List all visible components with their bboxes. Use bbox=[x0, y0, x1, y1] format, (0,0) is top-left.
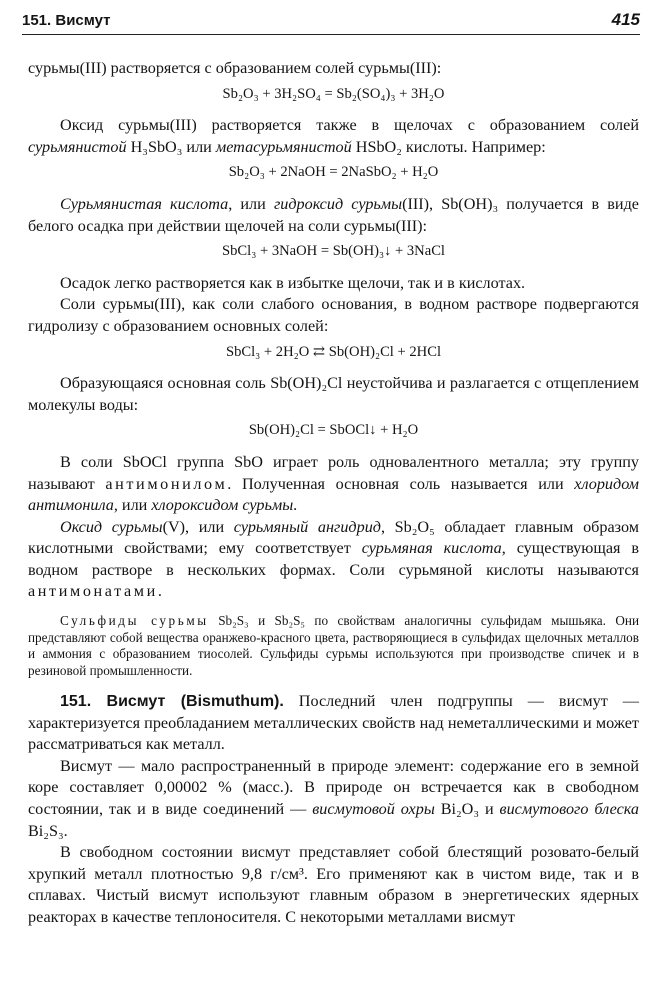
text: Последний член подгруппы — висмут — характеризуется преобладанием металлических свойств над неметаллическими и может рассматриваться как металл. bbox=[28, 692, 639, 754]
text: , или bbox=[228, 194, 274, 213]
header-section-title: 151. Висмут bbox=[22, 12, 111, 29]
page-body bbox=[28, 58, 639, 929]
equation: Sb₂O₃ + 2NaOH = 2NaSbO₂ + H₂O bbox=[228, 164, 439, 181]
italic-term: висмутового блеска bbox=[499, 800, 640, 819]
text: (V), или bbox=[162, 517, 234, 536]
equation: Sb₂O₃ + 3H₂SO₄ = Sb₂(SO₄)₃ + 3H₂O bbox=[222, 85, 445, 102]
paragraph bbox=[28, 517, 639, 603]
italic-term: метасурьмянистой bbox=[215, 137, 352, 156]
spaced-term: Сульфиды сурьмы bbox=[60, 613, 209, 629]
paragraph bbox=[28, 452, 639, 517]
text: HSbO₂ кислоты. Например: bbox=[351, 137, 546, 156]
italic-term: сурьмяный ангидрид bbox=[233, 517, 381, 536]
paragraph: Осадок легко растворяется как в избытке щелочи, так и в кислотах. bbox=[60, 273, 526, 292]
italic-term: хлоридом антимонила bbox=[28, 474, 640, 515]
text: Bi₂S₃. bbox=[28, 821, 68, 840]
equation: Sb(OH)₂Cl = SbOCl↓ + H₂O bbox=[248, 422, 419, 439]
italic-term: хлороксидом сурьмы bbox=[151, 496, 294, 515]
section-paragraph bbox=[28, 691, 639, 756]
spaced-term: антимонатами bbox=[28, 582, 158, 601]
paragraph bbox=[28, 756, 639, 842]
italic-term: Оксид сурьмы bbox=[60, 517, 163, 536]
paragraph: Соли сурьмы(III), как соли слабого основания, в водном растворе подвергаются гидролизу с образованием основных солей: bbox=[28, 295, 639, 335]
text: Висмут — мало распространенный в природе элемент: содержание его в земной коре составляет 0,00002 % (масс.). В природе он встречается как в свободном состоянии, так и в виде соединений — bbox=[28, 756, 639, 819]
paragraph bbox=[28, 194, 639, 237]
equation: SbCl₃ + 3NaOH = Sb(OH)₃↓ + 3NaCl bbox=[222, 243, 445, 260]
text: Sb₂S₃ и Sb₂S₅ по свойствам аналогичны сульфидам мышьяка. Они представляют собой вещества оранжево-красного цвета, растворяющиеся в сульфидах щелочных металлов и аммония с образованием тиосолей. Сульфиды сурьмы используются при производстве спичек и в резиновой промышленности. bbox=[28, 613, 639, 678]
paragraph bbox=[28, 58, 639, 80]
paragraph bbox=[28, 115, 639, 158]
header-rule bbox=[22, 34, 640, 35]
text: . Полученная основная соль называется или bbox=[227, 474, 575, 493]
text: H₃SbO₃ или bbox=[126, 137, 216, 156]
text: , существующая в водном растворе в нескольких формах. Соли сурьмяной кислоты называются bbox=[28, 539, 639, 579]
text: сурьмы(III) растворяется с образованием солей сурьмы(III): bbox=[28, 59, 442, 77]
text: (III), Sb(OH)₃ получается в виде белого осадка при действии щелочей на соли сурьмы(III): bbox=[28, 194, 639, 235]
text: , Sb₂O₅ обладает главным образом кислотными свойствами; ему соответствует bbox=[28, 517, 640, 558]
text: В соли SbOCl группа SbO играет роль одновалентного металла; эту группу называют bbox=[28, 452, 639, 493]
text: , или bbox=[113, 496, 152, 515]
text: . bbox=[293, 496, 298, 515]
text: Bi₂O₃ и bbox=[434, 800, 500, 819]
italic-term: висмутовой охры bbox=[312, 800, 435, 819]
italic-term: Сурьмянистая кислота bbox=[60, 194, 229, 213]
paragraph: В свободном состоянии висмут представляет собой блестящий розовато-белый хрупкий металл плотностью 9,8 г/см³. Его применяют как в чистом виде, так и в сплавах. Чистый висмут используют главным образом в энергетических ядерных реакторах в качестве теплоносителя. С некоторыми металлами висмут bbox=[28, 843, 639, 926]
page-number: 415 bbox=[611, 10, 640, 29]
italic-term: гидроксид сурьмы bbox=[273, 194, 403, 213]
paragraph: Образующаяся основная соль Sb(OH)₂Cl неустойчива и разлагается с отщеплением молекулы воды: bbox=[28, 374, 639, 414]
text: Оксид сурьмы(III) растворяется также в щелочах с образованием солей bbox=[60, 116, 639, 135]
text: . bbox=[157, 582, 162, 601]
running-header bbox=[22, 10, 640, 32]
italic-term: сурьмянистой bbox=[28, 137, 127, 156]
equation: SbCl₃ + 2H₂O ⇄ Sb(OH)₂Cl + 2HCl bbox=[225, 343, 442, 360]
spaced-term: антимонилом bbox=[105, 474, 228, 493]
small-print-paragraph bbox=[28, 613, 639, 679]
italic-term: сурьмяная кислота bbox=[361, 539, 502, 558]
section-heading: 151. Висмут (Bismuthum). bbox=[60, 693, 284, 711]
